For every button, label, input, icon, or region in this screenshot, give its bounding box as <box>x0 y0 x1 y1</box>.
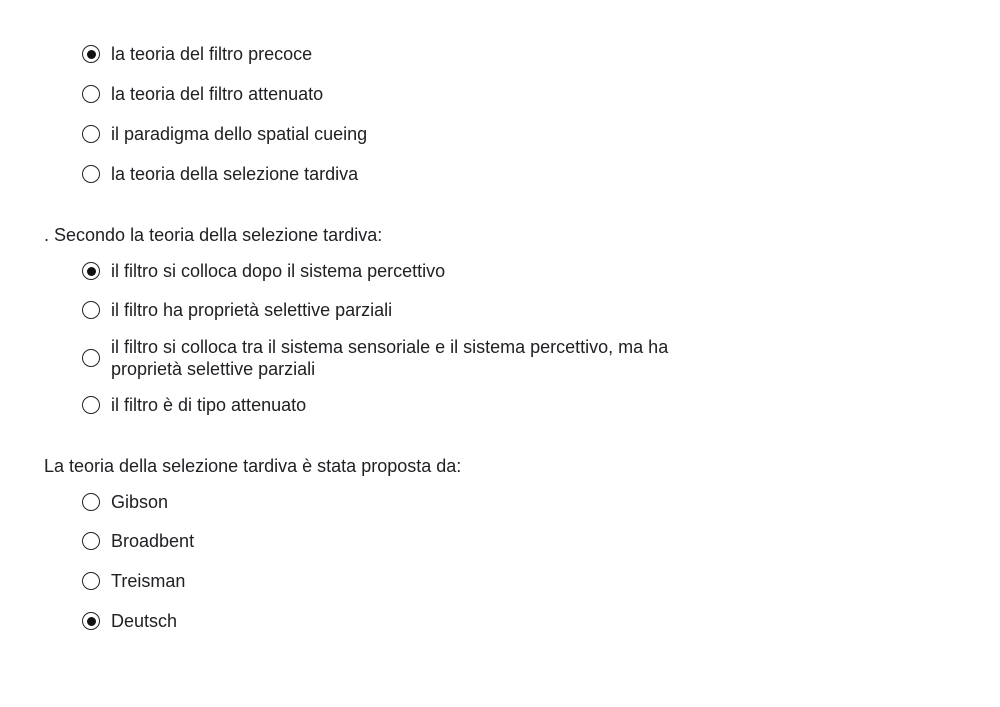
radio-button[interactable] <box>82 396 100 414</box>
option-label: il filtro è di tipo attenuato <box>111 395 307 415</box>
option-proprieta-selettive-parziali[interactable] <box>82 299 742 321</box>
question-text: . Secondo la teoria della selezione tardiva: <box>44 225 383 245</box>
option-label: il filtro si colloca tra il sistema sensoriale e il sistema percettivo, ma ha proprietà selettive parziali <box>111 337 669 379</box>
option-label: Treisman <box>111 571 186 591</box>
option-label: il filtro si colloca dopo il sistema percettivo <box>111 261 446 281</box>
option-label: Broadbent <box>111 531 195 551</box>
radio-button[interactable] <box>82 612 100 630</box>
option-gibson[interactable] <box>82 491 742 513</box>
option-label: Deutsch <box>111 611 178 631</box>
radio-dot-icon <box>87 617 96 626</box>
option-broadbent[interactable] <box>82 530 742 552</box>
radio-button[interactable] <box>82 301 100 319</box>
option-deutsch[interactable] <box>82 610 742 632</box>
radio-button[interactable] <box>82 572 100 590</box>
radio-button[interactable] <box>82 493 100 511</box>
radio-button[interactable] <box>82 165 100 183</box>
option-treisman[interactable] <box>82 570 742 592</box>
option-spatial-cueing[interactable] <box>82 123 742 145</box>
option-filtro-precoce[interactable] <box>82 43 742 65</box>
option-tra-sensoriale-e-percettivo[interactable] <box>82 336 742 380</box>
option-label: la teoria del filtro attenuato <box>111 84 324 104</box>
radio-button[interactable] <box>82 125 100 143</box>
option-label: il filtro ha proprietà selettive parziali <box>111 300 393 320</box>
radio-button[interactable] <box>82 349 100 367</box>
option-label: Gibson <box>111 492 169 512</box>
radio-button[interactable] <box>82 45 100 63</box>
option-tipo-attenuato[interactable] <box>82 394 742 416</box>
question-text: La teoria della selezione tardiva è stata proposta da: <box>44 456 462 476</box>
option-selezione-tardiva[interactable] <box>82 163 742 185</box>
option-label: la teoria della selezione tardiva <box>111 164 359 184</box>
radio-button[interactable] <box>82 532 100 550</box>
option-label: il paradigma dello spatial cueing <box>111 124 368 144</box>
radio-dot-icon <box>87 267 96 276</box>
option-label: la teoria del filtro precoce <box>111 44 313 64</box>
radio-button[interactable] <box>82 85 100 103</box>
option-dopo-sistema-percettivo[interactable] <box>82 260 742 282</box>
radio-button[interactable] <box>82 262 100 280</box>
option-filtro-attenuato[interactable] <box>82 83 742 105</box>
radio-dot-icon <box>87 50 96 59</box>
